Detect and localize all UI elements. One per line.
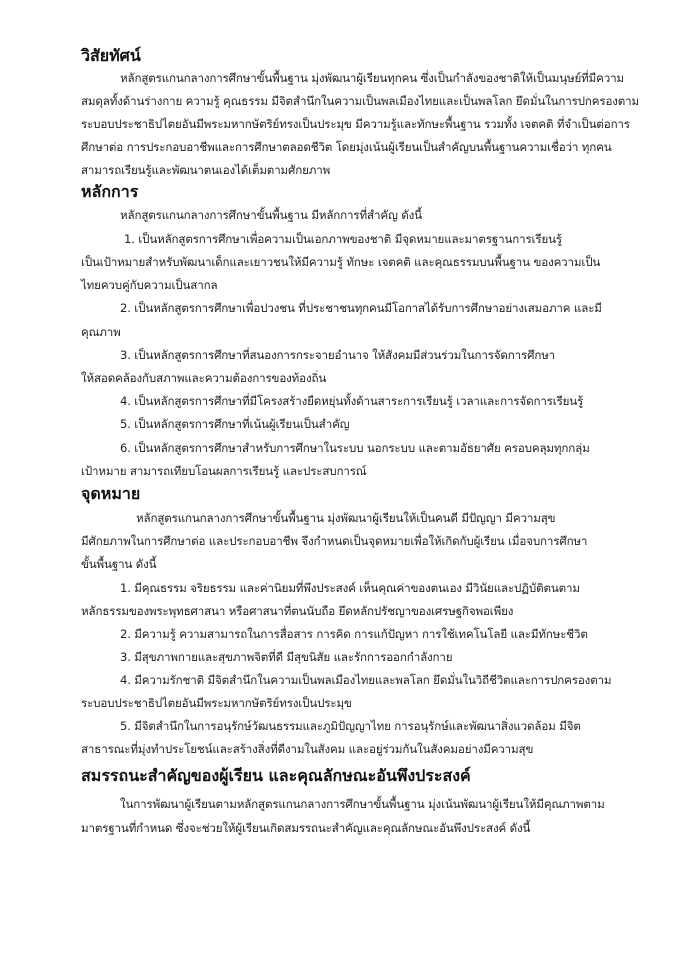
goals-line: หลักธรรมของพระพุทธศาสนา หรือศาสนาที่ตนนับถือ ยึดหลักปรัชญาของเศรษฐกิจพอเพียง [81,604,514,618]
principle-item: 3. เป็นหลักสูตรการศึกษาที่สนองการกระจายอำนาจ ให้สังคมมีส่วนร่วมในการจัดการศึกษา [120,348,556,362]
principle-item: เป็นเป้าหมายสำหรับพัฒนาเด็กและเยาวชนให้มีความรู้ ทักษะ เจตคติ และคุณธรรมบนพื้นฐาน ของความเป็น [81,255,601,269]
vision-line: ศึกษาต่อ การประกอบอาชีพและการศึกษาตลอดชีวิต โดยมุ่งเน้นผู้เรียนเป็นสำคัญบนพื้นฐานความเชื่อว่า ทุกคน [81,140,612,154]
goals-line: ขั้นพื้นฐาน ดังนี้ [81,557,157,571]
principles-heading: หลักการ [81,182,139,201]
vision-heading: วิสัยทัศน์ [81,46,141,65]
principle-item: คุณภาพ [81,325,121,339]
competencies-line: มาตรฐานที่กำหนด ซึ่งจะช่วยให้ผู้เรียนเกิดสมรรถนะสำคัญและคุณลักษณะอันพึงประสงค์ ดังนี้ [81,821,531,835]
competencies-heading: สมรรถนะสำคัญของผู้เรียน และคุณลักษณะอันพึงประสงค์ [81,766,471,785]
goals-line: มีศักยภาพในการศึกษาต่อ และประกอบอาชีพ จึงกำหนดเป็นจุดหมายเพื่อให้เกิดกับผู้เรียน เมื่อจบการศึกษา [81,534,588,548]
principle-item: 2. เป็นหลักสูตรการศึกษาเพื่อปวงชน ที่ประชาชนทุกคนมีโอกาสได้รับการศึกษาอย่างเสมอภาค และมี [120,301,602,315]
goals-line: หลักสูตรแกนกลางการศึกษาขั้นพื้นฐาน มุ่งพัฒนาผู้เรียนให้เป็นคนดี มีปัญญา มีความสุข [136,511,556,525]
goals-line: ระบอบประชาธิปไตยอันมีพระมหากษัตริย์ทรงเป็นประมุข [81,696,352,710]
principle-item: ให้สอดคล้องกับสภาพและความต้องการของท้องถิ่น [81,371,327,385]
principle-item: 5. เป็นหลักสูตรการศึกษาที่เน้นผู้เรียนเป็นสำคัญ [120,417,350,431]
vision-line: ระบอบประชาธิปไตยอันมีพระมหากษัตริย์ทรงเป็นประมุข มีความรู้และทักษะพื้นฐาน รวมทั้ง เจตคติ ที่จำเป็นต่อการ [81,117,630,131]
goals-line: 2. มีความรู้ ความสามารถในการสื่อสาร การคิด การแก้ปัญหา การใช้เทคโนโลยี และมีทักษะชีวิต [120,627,588,641]
goals-line: 5. มีจิตสำนึกในการอนุรักษ์วัฒนธรรมและภูมิปัญญาไทย การอนุรักษ์และพัฒนาสิ่งแวดล้อม มีจิต [120,719,581,733]
principle-item: 4. เป็นหลักสูตรการศึกษาที่มีโครงสร้างยืดหยุ่นทั้งด้านสาระการเรียนรู้ เวลาและการจัดการเรียนรู้ [120,394,584,408]
vision-line: หลักสูตรแกนกลางการศึกษาขั้นพื้นฐาน มุ่งพัฒนาผู้เรียนทุกคน ซึ่งเป็นกำลังของชาติให้เป็นมนุษย์ที่มีความ [120,71,624,85]
goals-line: 3. มีสุขภาพกายและสุขภาพจิตที่ดี มีสุขนิสัย และรักการออกกำลังกาย [120,650,453,664]
goals-heading: จุดหมาย [81,484,141,503]
competencies-line: ในการพัฒนาผู้เรียนตามหลักสูตรแกนกลางการศึกษาขั้นพื้นฐาน มุ่งเน้นพัฒนาผู้เรียนให้มีคุณภาพตาม [120,797,605,811]
principle-item: ไทยควบคู่กับความเป็นสากล [81,278,218,292]
vision-line: สามารถเรียนรู้และพัฒนาตนเองได้เต็มตามศักยภาพ [81,163,331,177]
principle-item: 1. เป็นหลักสูตรการศึกษาเพื่อความเป็นเอกภาพของชาติ มีจุดหมายและมาตรฐานการเรียนรู้ [124,232,562,246]
principles-intro: หลักสูตรแกนกลางการศึกษาขั้นพื้นฐาน มีหลักการที่สำคัญ ดังนี้ [120,208,422,222]
goals-line: 4. มีความรักชาติ มีจิตสำนึกในความเป็นพลเมืองไทยและพลโลก ยึดมั่นในวิถีชีวิตและการปกครองตาม [120,673,612,687]
principle-item: 6. เป็นหลักสูตรการศึกษาสำหรับการศึกษาในระบบ นอกระบบ และตามอัธยาศัย ครอบคลุมทุกกลุ่ม [120,441,590,455]
vision-line: สมดุลทั้งด้านร่างกาย ความรู้ คุณธรรม มีจิตสำนึกในความเป็นพลเมืองไทยและเป็นพลโลก ยึดมั่นในการปกครองตาม [81,94,640,108]
goals-line: 1. มีคุณธรรม จริยธรรม และค่านิยมที่พึงประสงค์ เห็นคุณค่าของตนเอง มีวินัยและปฏิบัติตนตาม [120,581,580,595]
goals-line: สาธารณะที่มุ่งทำประโยชน์และสร้างสิ่งที่ดีงามในสังคม และอยู่ร่วมกันในสังคมอย่างมีความสุข [81,742,534,756]
principle-item: เป้าหมาย สามารถเทียบโอนผลการเรียนรู้ และประสบการณ์ [81,464,367,478]
